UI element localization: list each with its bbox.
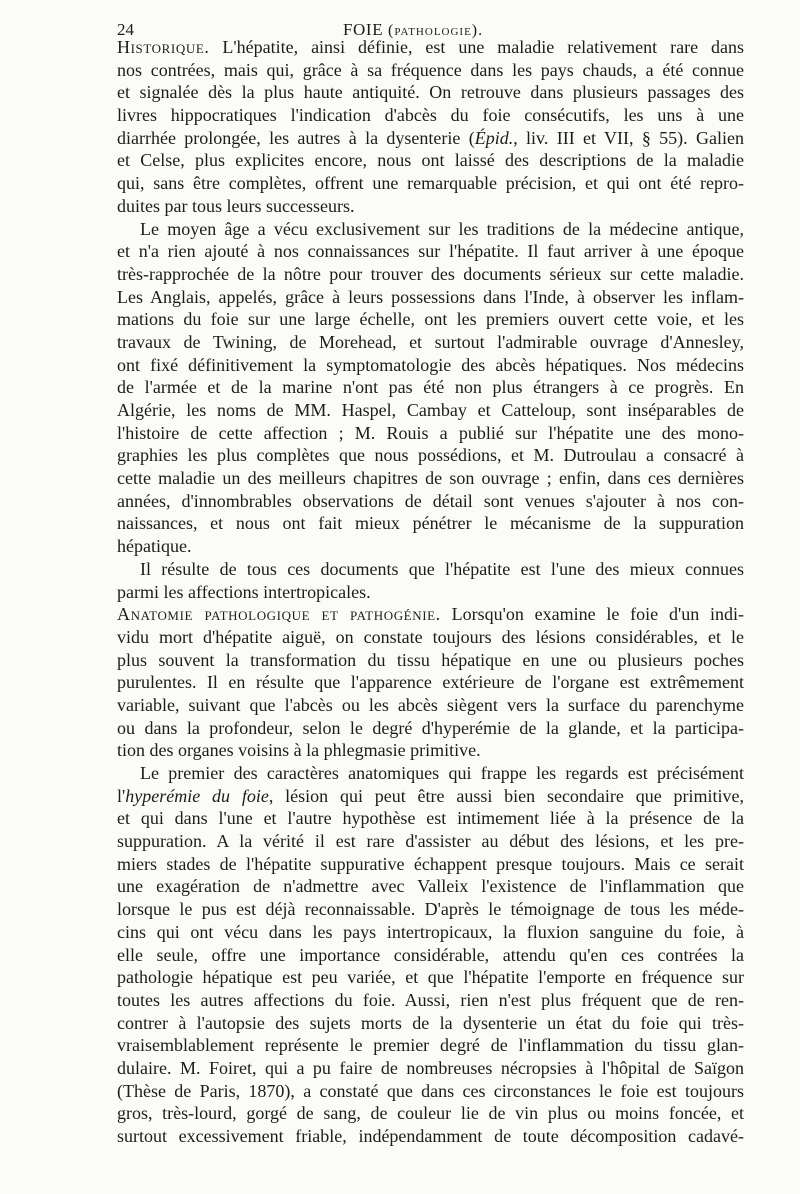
text-line [117,36,744,59]
page-number: 24 [117,20,134,39]
text-line: suppuration. A la vérité il est rare d'assister au début des lésions, et les pre- [117,831,744,852]
text-line: duites par tous leurs successeurs. [117,195,355,216]
text-line: Le moyen âge a vécu exclusivement sur les traditions de la médecine antique, [140,218,744,239]
text-line: toutes les autres affections du foie. Aussi, rien n'est plus fréquent que de ren- [117,989,744,1010]
text-line: mations du foie sur une large échelle, ont les premiers ouvert cette voie, et les [117,309,744,330]
text-line: et signalée dès la plus haute antiquité. On retrouve dans plusieurs passages des [117,82,744,103]
text-line: parmi les affections intertropicales. [117,581,371,602]
text-span: , liv. III et VII, § 55). Galien [513,127,744,148]
text-line: Les Anglais, appelés, grâce à leurs possessions dans l'Inde, à observer les inflam- [117,286,744,307]
italic-text: hyperémie du foie [125,785,269,806]
text-line: ou dans la profondeur, selon le degré d'hyperémie de la glande, et la participa- [117,717,744,738]
text-line: ont fixé définitivement la symptomatologie des abcès hépatiques. Nos médecins [117,354,744,375]
text-line: graphies les plus complètes que nous possédions, et M. Dutroulau a consacré à [117,445,744,466]
text-line: Algérie, les noms de MM. Haspel, Cambay et Catteloup, sont inséparables de [117,400,744,420]
text-line: l'histoire de cette affection ; M. Rouis a publié sur l'hépatite une des mono- [117,422,744,443]
text-line: gros, très-lourd, gorgé de sang, de couleur lie de vin plus ou moins foncée, et [117,1103,744,1124]
running-title-sub: (pathologie). [388,22,484,39]
text-span: Lorsqu'on examine le foie d'un indi- [440,604,744,625]
text-line: une exagération de n'admettre avec Valleix l'existence de l'inflammation que [117,876,744,897]
text-line: qui, sans être complètes, offrent une remarquable précision, et qui ont été repro- [117,173,744,194]
text-line: (Thèse de Paris, 1870), a constaté que dans ces circonstances le foie est toujours [117,1080,744,1101]
text-line: vraisemblablement représente le premier degré de l'inflammation du tissu glan- [117,1035,744,1056]
body-text [117,36,744,1148]
text-line: variable, suivant que l'abcès ou les abcès siègent vers la surface du parenchyme [117,694,744,715]
paragraph [117,36,744,218]
text-line [117,127,744,150]
text-line: pathologie hépatique est peu variée, et que l'hépatite l'emporte en fréquence sur [117,967,744,988]
text-line: et qui dans l'une et l'autre hypothèse est intimement liée à la présence de la [117,808,744,829]
section-heading: Historique. [117,37,210,57]
text-line: nos contrées, mais qui, grâce à sa fréquence dans les pays chauds, a été connue [117,59,744,80]
text-line: naissances, et nous ont fait mieux pénétrer le mécanisme de la suppuration [117,513,744,534]
text-line: vidu mort d'hépatite aiguë, on constate toujours des lésions considérables, et le [117,626,744,647]
italic-text: Épid. [474,127,514,148]
text-line [117,785,744,808]
text-line: dulaire. M. Foiret, qui a pu faire de nombreuses nécropsies à l'hôpital de Saïgon [117,1057,744,1078]
text-line: purulentes. Il en résulte que l'apparence extérieure de l'organe est extrêmement [117,672,744,693]
text-line: années, d'innombrables observations de détail sont venues s'ajouter à nos con- [117,490,744,511]
section-heading: Anatomie pathologique et pathogénie. [117,604,441,625]
text-line: tion des organes voisins à la phlegmasie primitive. [117,740,481,761]
text-line: livres hippocratiques l'indication d'abcès du foie consécutifs, les uns à une [117,105,744,126]
text-span: diarrhée prolongée, les autres à la dysenterie ( [117,127,475,148]
text-line: hépatique. [117,536,192,557]
text-line: très-rapprochée de la nôtre pour trouver des documents sérieux sur cette maladie. [117,263,744,284]
text-line: contrer à l'autopsie des sujets morts de la dysenterie un état du foie qui très- [117,1012,744,1033]
text-line: de l'armée et de la marine n'ont pas été non plus étrangers à ce progrès. En [117,377,744,398]
paragraph [117,762,744,1148]
text-line: cins qui ont vécu dans les pays intertropicaux, la fluxion sanguine du foie, à [117,921,744,942]
text-line: et n'a rien ajouté à nos connaissances sur l'hépatite. Il faut arriver à une époque [117,241,744,262]
text-span: l' [117,785,126,806]
text-span: , lésion qui peut être aussi bien secondaire que primitive, [268,785,745,806]
text-line: travaux de Twining, de Morehead, et surtout l'admirable ouvrage d'Annesley, [117,331,744,352]
text-line: lorsque le pus est déjà reconnaissable. D'après le témoignage de tous les méde- [117,899,744,920]
text-line: cette maladie un des meilleurs chapitres de son ouvrage ; enfin, dans ces dernières [117,468,744,489]
running-title-main: FOIE [343,20,384,39]
text-line: Le premier des caractères anatomiques qui frappe les regards est précisément [140,763,744,783]
text-line: miers stades de l'hépatite suppurative échappent presque toujours. Mais ce serait [117,853,744,874]
paragraph [117,218,744,558]
text-line [117,603,744,626]
text-line: et Celse, plus explicites encore, nous ont laissé des descriptions de la maladie [117,150,744,171]
text-span: L'hépatite, ainsi définie, est une maladie relativement rare dans [209,37,744,57]
text-line: surtout excessivement friable, indépendamment de toute décomposition cadavé- [117,1126,744,1146]
paragraph [117,558,744,603]
text-line: Il résulte de tous ces documents que l'hépatite est l'une des mieux connues [140,558,744,579]
text-line: plus souvent la transformation du tissu hépatique en une ou plusieurs poches [117,649,744,670]
text-line: elle seule, offre une importance considérable, attendu qu'en ces contrées la [117,944,744,965]
paragraph [117,603,744,762]
